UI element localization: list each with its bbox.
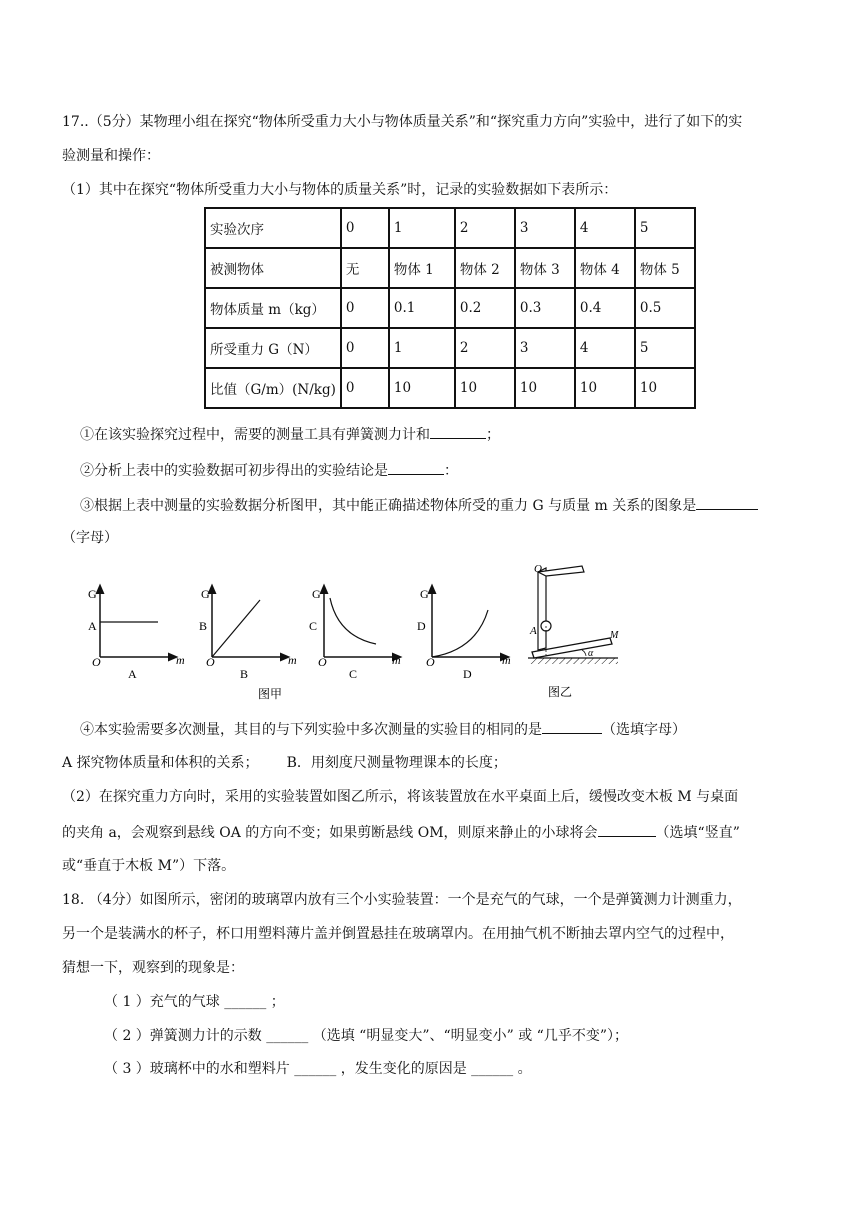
table-cell: 0	[341, 368, 389, 408]
graph-a	[88, 587, 185, 681]
q17-sub1-text: ①在该实验探究过程中，需要的测量工具有弹簧测力计和	[80, 427, 430, 443]
graph-d-origin: O	[426, 655, 435, 669]
apparatus-yi	[528, 563, 619, 664]
table-cell: 物体 2	[455, 248, 515, 288]
graph-b-origin: O	[206, 655, 215, 669]
q17-sub3-text: ③根据上表中测量的实验数据分析图甲，其中能正确描述物体所受的重力 G 与质量 m 关系的图象是	[80, 498, 697, 514]
table-cell: 10	[635, 368, 695, 408]
graph-a-caption: A	[128, 667, 137, 681]
table-cell: 0.2	[455, 288, 515, 328]
answer-blank[interactable]	[696, 495, 758, 510]
table-cell: 0.5	[635, 288, 695, 328]
table-cell: 10	[389, 368, 455, 408]
q18-line-1: 18. （4分）如图所示，密闭的玻璃罩内放有三个小实验装置：一个是充气的气球，一个是弹簧测力计测重力，	[62, 892, 742, 908]
q17-sub4-end: （选填字母）	[602, 722, 686, 738]
q18-line-3: 猜想一下，观察到的现象是：	[62, 960, 244, 976]
table-cell: 10	[575, 368, 635, 408]
table-row-header: 所受重力 G（N）	[205, 328, 341, 368]
table-cell: 无	[341, 248, 389, 288]
q17-line-2: 验测量和操作：	[62, 148, 160, 164]
graph-a-y-label: G	[88, 587, 97, 601]
graph-b	[199, 587, 297, 681]
table-cell: 5	[635, 328, 695, 368]
table-cell: 0.1	[389, 288, 455, 328]
q17-part2-line-1: （2）在探究重力方向时，采用的实验装置如图乙所示，将该装置放在水平桌面上后，缓慢改变木板 M 与桌面	[62, 789, 739, 805]
graph-b-x-label: m	[288, 653, 297, 667]
table-row	[205, 288, 695, 328]
apparatus-label-alpha: α	[588, 648, 594, 659]
caption-yi: 图乙	[548, 685, 573, 699]
table-cell: 10	[515, 368, 575, 408]
q18-item-1: （ 1 ）充气的气球 ______ ；	[104, 994, 285, 1010]
option-a: A 探究物体质量和体积的关系；	[62, 755, 259, 771]
figures-svg	[62, 560, 622, 710]
graph-a-x-label: m	[176, 653, 185, 667]
q17-line-1: 17..（5分）某物理小组在探究“物体所受重力大小与物体质量关系”和“探究重力方向”实验中，进行了如下的实	[62, 114, 743, 130]
table-cell: 物体 3	[515, 248, 575, 288]
data-table	[204, 207, 696, 409]
graph-c-x-label: m	[392, 653, 401, 667]
table-row	[205, 208, 695, 248]
table-cell: 物体 1	[389, 248, 455, 288]
option-b: B．用刻度尺测量物理课本的长度；	[286, 755, 507, 771]
q17-sub4	[80, 719, 686, 740]
apparatus-label-o: O	[534, 563, 542, 575]
graph-b-caption: B	[240, 667, 249, 681]
q17-part2-line-3: 或“垂直于木板 M”）下落。	[62, 858, 236, 874]
table-row-header: 比值（G/m）(N/kg)	[205, 368, 341, 408]
q17-sub2-end: ：	[444, 463, 458, 479]
table-row	[205, 368, 695, 408]
q18-item-2: （ 2 ）弹簧测力计的示数 ______ （选填 “明显变大”、“明显变小” 或 “几乎不变”）；	[104, 1028, 629, 1044]
apparatus-label-a: A	[530, 625, 537, 637]
q17-sub3	[80, 495, 758, 516]
table-row	[205, 248, 695, 288]
table-cell: 物体 4	[575, 248, 635, 288]
q17-part1-intro: （1）其中在探究“物体所受重力大小与物体的质量关系”时，记录的实验数据如下表所示：	[62, 182, 618, 198]
q17-sub2-text: ②分析上表中的实验数据可初步得出的实验结论是	[80, 463, 388, 479]
table-row	[205, 328, 695, 368]
graph-a-letter: A	[88, 619, 97, 633]
q17-sub4-text: ④本实验需要多次测量，其目的与下列实验中多次测量的实验目的相同的是	[80, 722, 542, 738]
graph-d	[417, 587, 511, 681]
q18-item-3: （ 3 ）玻璃杯中的水和塑料片 ______ ，发生变化的原因是 ______ 。	[104, 1061, 532, 1077]
graph-c-letter: C	[309, 619, 318, 633]
figure-group	[62, 560, 622, 710]
table-cell: 4	[575, 328, 635, 368]
graph-c-caption: C	[349, 667, 358, 681]
graph-a-origin: O	[92, 655, 101, 669]
table-cell: 3	[515, 208, 575, 248]
answer-blank[interactable]	[388, 460, 444, 475]
graph-b-letter: B	[199, 619, 208, 633]
q17-sub3-end: （字母）	[62, 530, 118, 546]
answer-blank[interactable]	[598, 822, 656, 837]
graph-d-caption: D	[463, 667, 472, 681]
table-cell: 0	[341, 288, 389, 328]
table-cell: 4	[575, 208, 635, 248]
table-row-header: 被测物体	[205, 248, 341, 288]
answer-blank[interactable]	[542, 719, 602, 734]
q18-line-2: 另一个是装满水的杯子，杯口用塑料薄片盖并倒置悬挂在玻璃罩内。在用抽气机不断抽去罩内空气的过程中，	[62, 926, 734, 942]
table-cell: 0.4	[575, 288, 635, 328]
apparatus-label-m: M	[610, 630, 619, 641]
graph-d-x-label: m	[502, 653, 511, 667]
table-cell: 0	[341, 208, 389, 248]
table-cell: 2	[455, 208, 515, 248]
q17-sub1	[80, 424, 500, 445]
graph-c	[309, 587, 401, 681]
table-cell: 3	[515, 328, 575, 368]
graph-c-y-label: G	[312, 587, 321, 601]
graph-b-y-label: G	[201, 587, 210, 601]
caption-jia: 图甲	[258, 687, 283, 701]
graph-c-origin: O	[318, 655, 327, 669]
table-cell: 1	[389, 328, 455, 368]
table-cell: 物体 5	[635, 248, 695, 288]
q17-part2-text: 的夹角 a，会观察到悬线 OA 的方向不变；如果剪断悬线 OM，则原来静止的小球将会	[62, 825, 598, 841]
table-cell: 5	[635, 208, 695, 248]
graph-d-letter: D	[417, 619, 426, 633]
table-cell: 0	[341, 328, 389, 368]
q17-part2-end: （选填“竖直”	[655, 825, 740, 841]
table-cell: 1	[389, 208, 455, 248]
table-row-header: 物体质量 m（kg）	[205, 288, 341, 328]
table-cell: 0.3	[515, 288, 575, 328]
q17-sub2	[80, 460, 458, 481]
answer-blank[interactable]	[430, 424, 486, 439]
q17-part2-line-2	[62, 822, 740, 843]
q17-options	[62, 753, 507, 773]
table-cell: 10	[455, 368, 515, 408]
table-row-header: 实验次序	[205, 208, 341, 248]
q17-sub1-end: ；	[486, 427, 500, 443]
table-cell: 2	[455, 328, 515, 368]
graph-d-y-label: G	[420, 587, 429, 601]
